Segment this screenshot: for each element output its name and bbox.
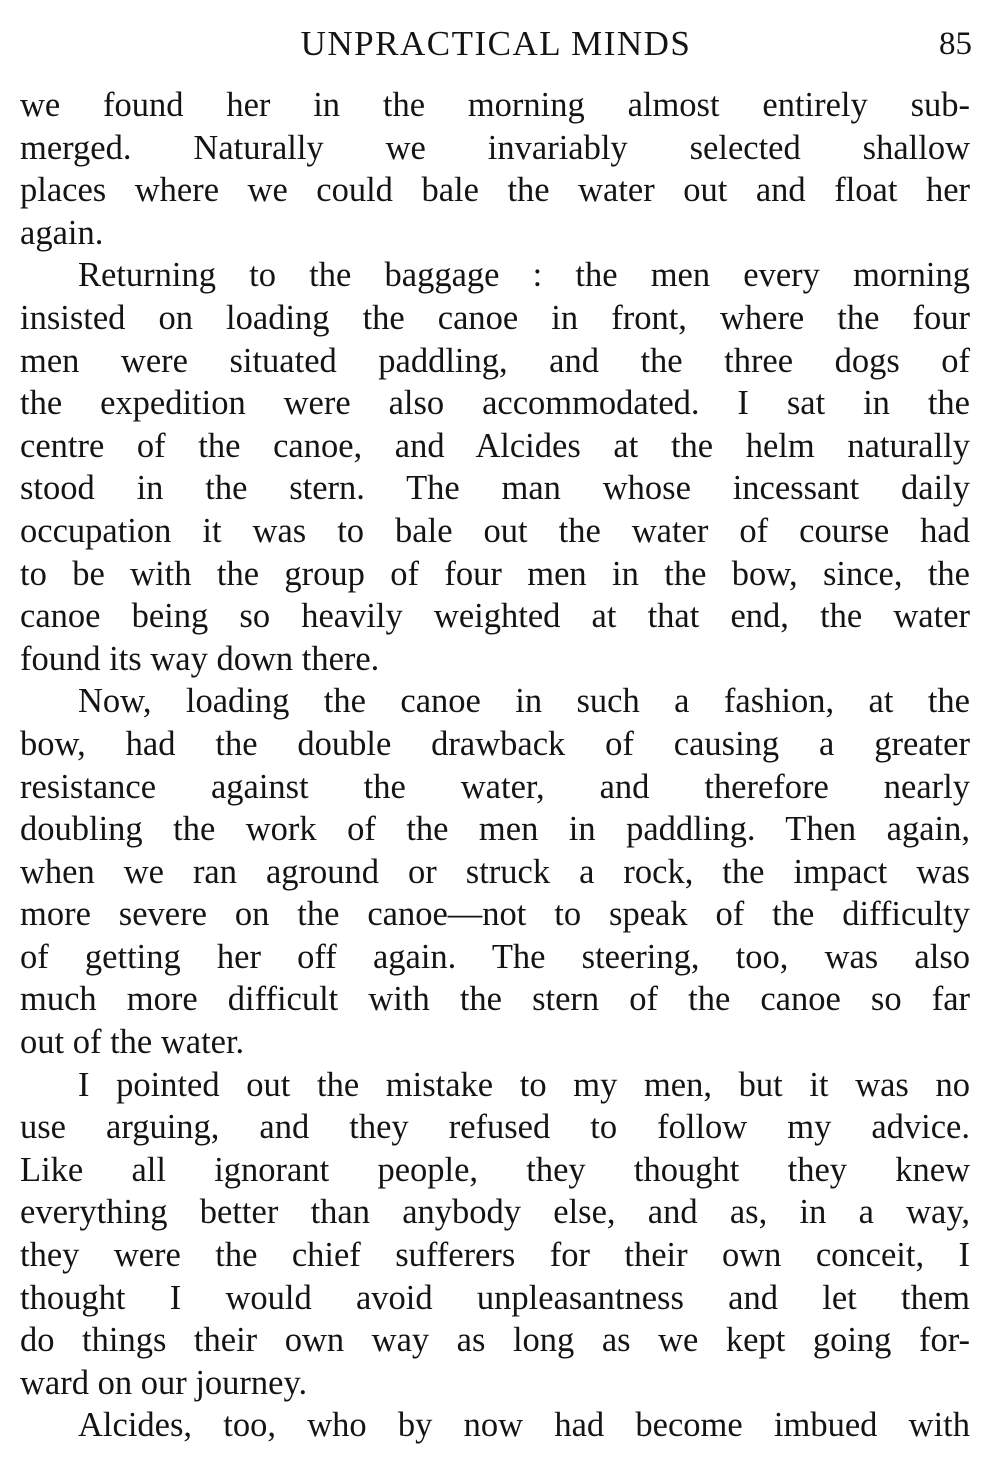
body-text [20, 84, 970, 1447]
text-line: we found her in the morning almost entirely sub- [20, 86, 970, 124]
paragraph-first-line: I pointed out the mistake to my men, but it was no [78, 1065, 970, 1104]
text-line: stood in the stern. The man whose incessant daily [20, 469, 970, 508]
text-line: Like all ignorant people, they thought they knew [20, 1150, 970, 1189]
text-line: found its way down there. [20, 639, 380, 678]
text-line: occupation it was to bale out the water of course had [20, 511, 970, 550]
running-head [20, 18, 972, 70]
text-line: they were the chief sufferers for their own conceit, I [20, 1236, 970, 1275]
text-line: thought I would avoid unpleasantness and let them [20, 1278, 970, 1317]
text-line: use arguing, and they refused to follow my advice. [20, 1108, 970, 1147]
text-line: places where we could bale the water out and float her [20, 171, 970, 210]
text-line: resistance against the water, and therefore nearly [20, 767, 970, 806]
text-line: when we ran aground or struck a rock, the impact was [20, 852, 970, 891]
text-line: more severe on the canoe—not to speak of the difficulty [20, 895, 970, 934]
text-line: insisted on loading the canoe in front, where the four [20, 298, 970, 337]
paragraph-first-line: Alcides, too, who by now had become imbued with [78, 1406, 970, 1445]
text-line: doubling the work of the men in paddling. Then again, [20, 810, 970, 849]
text-line: everything better than anybody else, and as, in a way, [20, 1193, 970, 1232]
paragraph-first-line: Now, loading the canoe in such a fashion, at the [78, 682, 970, 721]
text-line: centre of the canoe, and Alcides at the helm naturally [20, 426, 970, 465]
text-line: bow, had the double drawback of causing a greater [20, 724, 970, 763]
page-number: 85 [939, 26, 972, 62]
text-line: the expedition were also accommodated. I sat in the [20, 384, 970, 423]
text-line: to be with the group of four men in the bow, since, the [20, 554, 970, 593]
running-title: UNPRACTICAL MINDS [300, 24, 692, 63]
paragraph-first-line: Returning to the baggage : the men every morning [78, 256, 970, 295]
text-line: men were situated paddling, and the three dogs of [20, 341, 970, 380]
text-line: much more difficult with the stern of the canoe so far [20, 980, 970, 1019]
text-line: merged. Naturally we invariably selected shallow [20, 128, 970, 167]
text-line: canoe being so heavily weighted at that end, the water [20, 597, 970, 636]
text-line: do things their own way as long as we kept going for- [20, 1321, 970, 1360]
text-line: again. [20, 213, 104, 252]
text-line: out of the water. [20, 1023, 245, 1062]
text-line: ward on our journey. [20, 1363, 308, 1402]
text-line: of getting her off again. The steering, too, was also [20, 937, 970, 976]
